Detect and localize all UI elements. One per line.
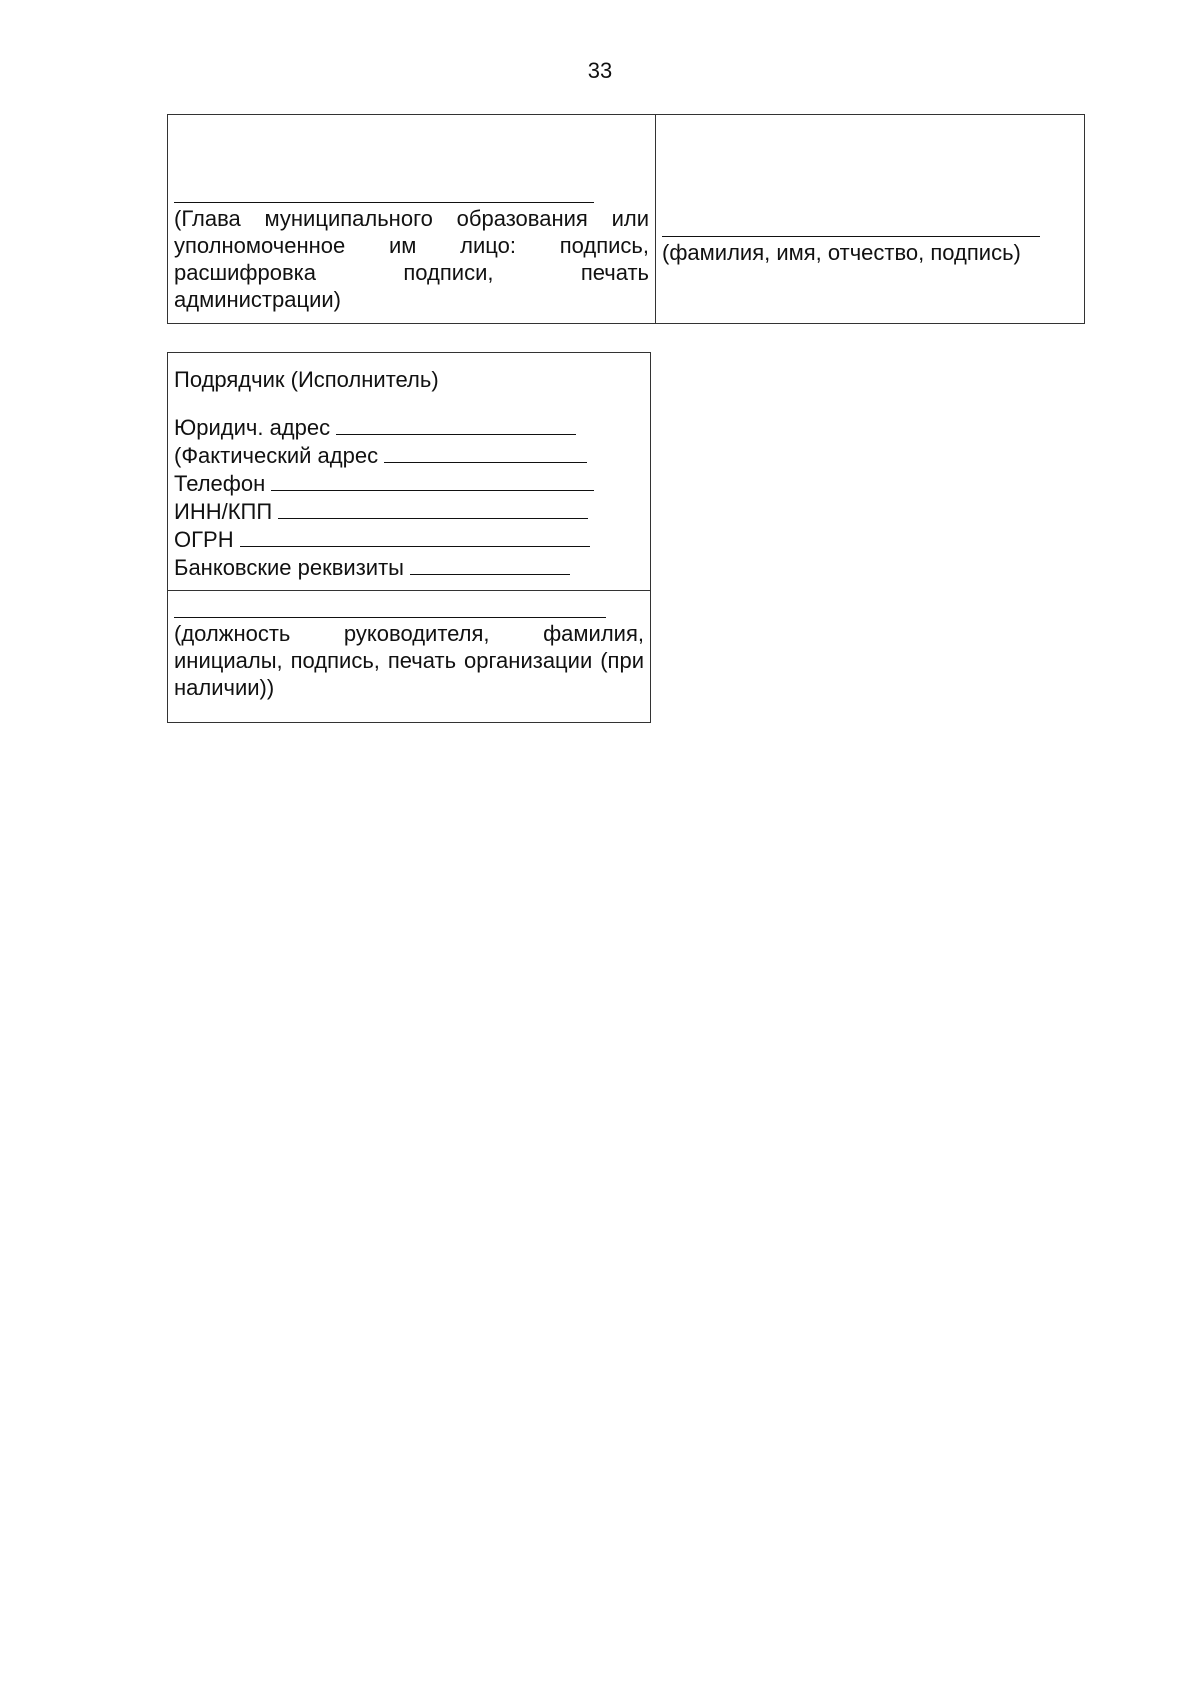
field-label: (Фактический адрес xyxy=(174,443,379,468)
signature-row xyxy=(168,115,1085,324)
inn-kpp-input[interactable] xyxy=(278,498,588,519)
page-number: 33 xyxy=(587,58,613,83)
actual-address-input[interactable] xyxy=(384,442,587,463)
contractor-box xyxy=(167,352,651,723)
customer-signature-line[interactable] xyxy=(174,202,594,203)
actual-address-field xyxy=(174,442,587,469)
contractor-signature-line[interactable] xyxy=(174,617,606,618)
contractor-heading: Подрядчик (Исполнитель) xyxy=(174,367,439,392)
bank-details-input[interactable] xyxy=(410,554,570,575)
ogrn-field xyxy=(174,526,590,553)
bank-details-field xyxy=(174,554,570,581)
contractor-details xyxy=(168,353,650,591)
legal-address-input[interactable] xyxy=(336,414,576,435)
contractor-signature xyxy=(174,591,644,701)
phone-input[interactable] xyxy=(271,470,594,491)
field-label: Телефон xyxy=(174,471,266,496)
phone-field xyxy=(174,470,594,497)
person-signature-cell xyxy=(656,115,1085,324)
field-label: Юридич. адрес xyxy=(174,415,331,440)
field-label: ИНН/КПП xyxy=(174,499,273,524)
legal-address-field xyxy=(174,414,576,441)
inn-kpp-field xyxy=(174,498,588,525)
customer-signature-cell xyxy=(168,115,656,324)
contractor-signature-caption: (должность руководителя, фамилия, инициалы, подпись, печать организации (при наличии)) xyxy=(174,621,644,700)
field-label: Банковские реквизиты xyxy=(174,555,404,580)
person-signature-caption: (фамилия, имя, отчество, подпись) xyxy=(662,240,1021,265)
customer-signature-caption: (Глава муниципального образования или уполномоченное им лицо: подпись, расшифровка подписи, печать администрации) xyxy=(174,206,649,312)
signature-table xyxy=(167,114,1085,324)
ogrn-input[interactable] xyxy=(240,526,590,547)
field-label: ОГРН xyxy=(174,527,234,552)
person-signature-line[interactable] xyxy=(662,236,1040,237)
